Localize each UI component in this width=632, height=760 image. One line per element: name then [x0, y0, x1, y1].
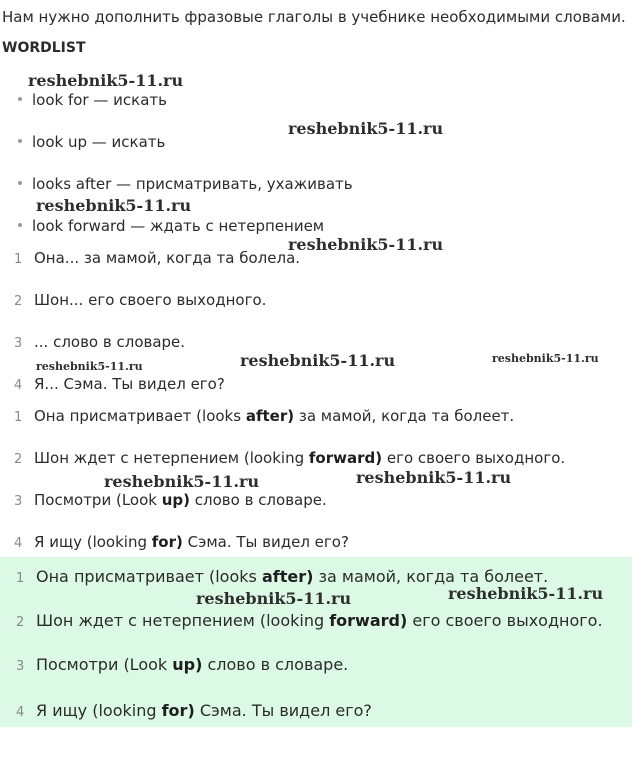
bullet-icon	[18, 223, 22, 227]
watermark: reshebnik5-11.ru	[196, 589, 352, 608]
intro-text: Нам нужно дополнить фразовые глаголы в учебнике необходимыми словами.	[2, 8, 626, 26]
question-item: 3 ... слово в словаре.	[14, 333, 186, 351]
watermark: reshebnik5-11.ru	[104, 472, 260, 491]
watermark: reshebnik5-11.ru	[492, 352, 599, 365]
answer-item: 4 Я ищу (looking for) Сэма. Ты видел его?	[14, 533, 349, 551]
highlighted-answer-item: 2 Шон ждет с нетерпением (looking forward) его своего выходного.	[16, 611, 603, 630]
question-item: 1 Она... за мамой, когда та болела.	[14, 249, 301, 267]
watermark: reshebnik5-11.ru	[36, 196, 192, 215]
wordlist-item: looks after — присматривать, ухаживать	[18, 175, 353, 193]
watermark: reshebnik5-11.ru	[288, 235, 444, 254]
highlighted-answer-item: 3 Посмотри (Look up) слово в словаре.	[16, 655, 349, 674]
wordlist-item: look forward — ждать с нетерпением	[18, 217, 324, 235]
bullet-icon	[18, 97, 22, 101]
wordlist-item: look for — искать	[18, 91, 167, 109]
answer-item: 2 Шон ждет с нетерпением (looking forward) его своего выходного.	[14, 449, 566, 467]
watermark: reshebnik5-11.ru	[288, 119, 444, 138]
watermark: reshebnik5-11.ru	[28, 71, 184, 90]
watermark: reshebnik5-11.ru	[356, 468, 512, 487]
bullet-icon	[18, 181, 22, 185]
question-item: 2 Шон... его своего выходного.	[14, 291, 267, 309]
bullet-icon	[18, 139, 22, 143]
watermark: reshebnik5-11.ru	[240, 351, 396, 370]
watermark: reshebnik5-11.ru	[36, 360, 143, 373]
wordlist-title: WORDLIST	[2, 40, 86, 56]
answer-item: 1 Она присматривает (looks after) за мамой, когда та болеет.	[14, 407, 515, 425]
answer-item: 3 Посмотри (Look up) слово в словаре.	[14, 491, 327, 509]
wordlist-item: look up — искать	[18, 133, 165, 151]
highlighted-answer-item: 1 Она присматривает (looks after) за мамой, когда та болеет.	[16, 567, 549, 586]
highlighted-answer-item: 4 Я ищу (looking for) Сэма. Ты видел его?	[16, 701, 372, 720]
question-item: 4 Я... Сэма. Ты видел его?	[14, 375, 225, 393]
watermark: reshebnik5-11.ru	[448, 584, 604, 603]
